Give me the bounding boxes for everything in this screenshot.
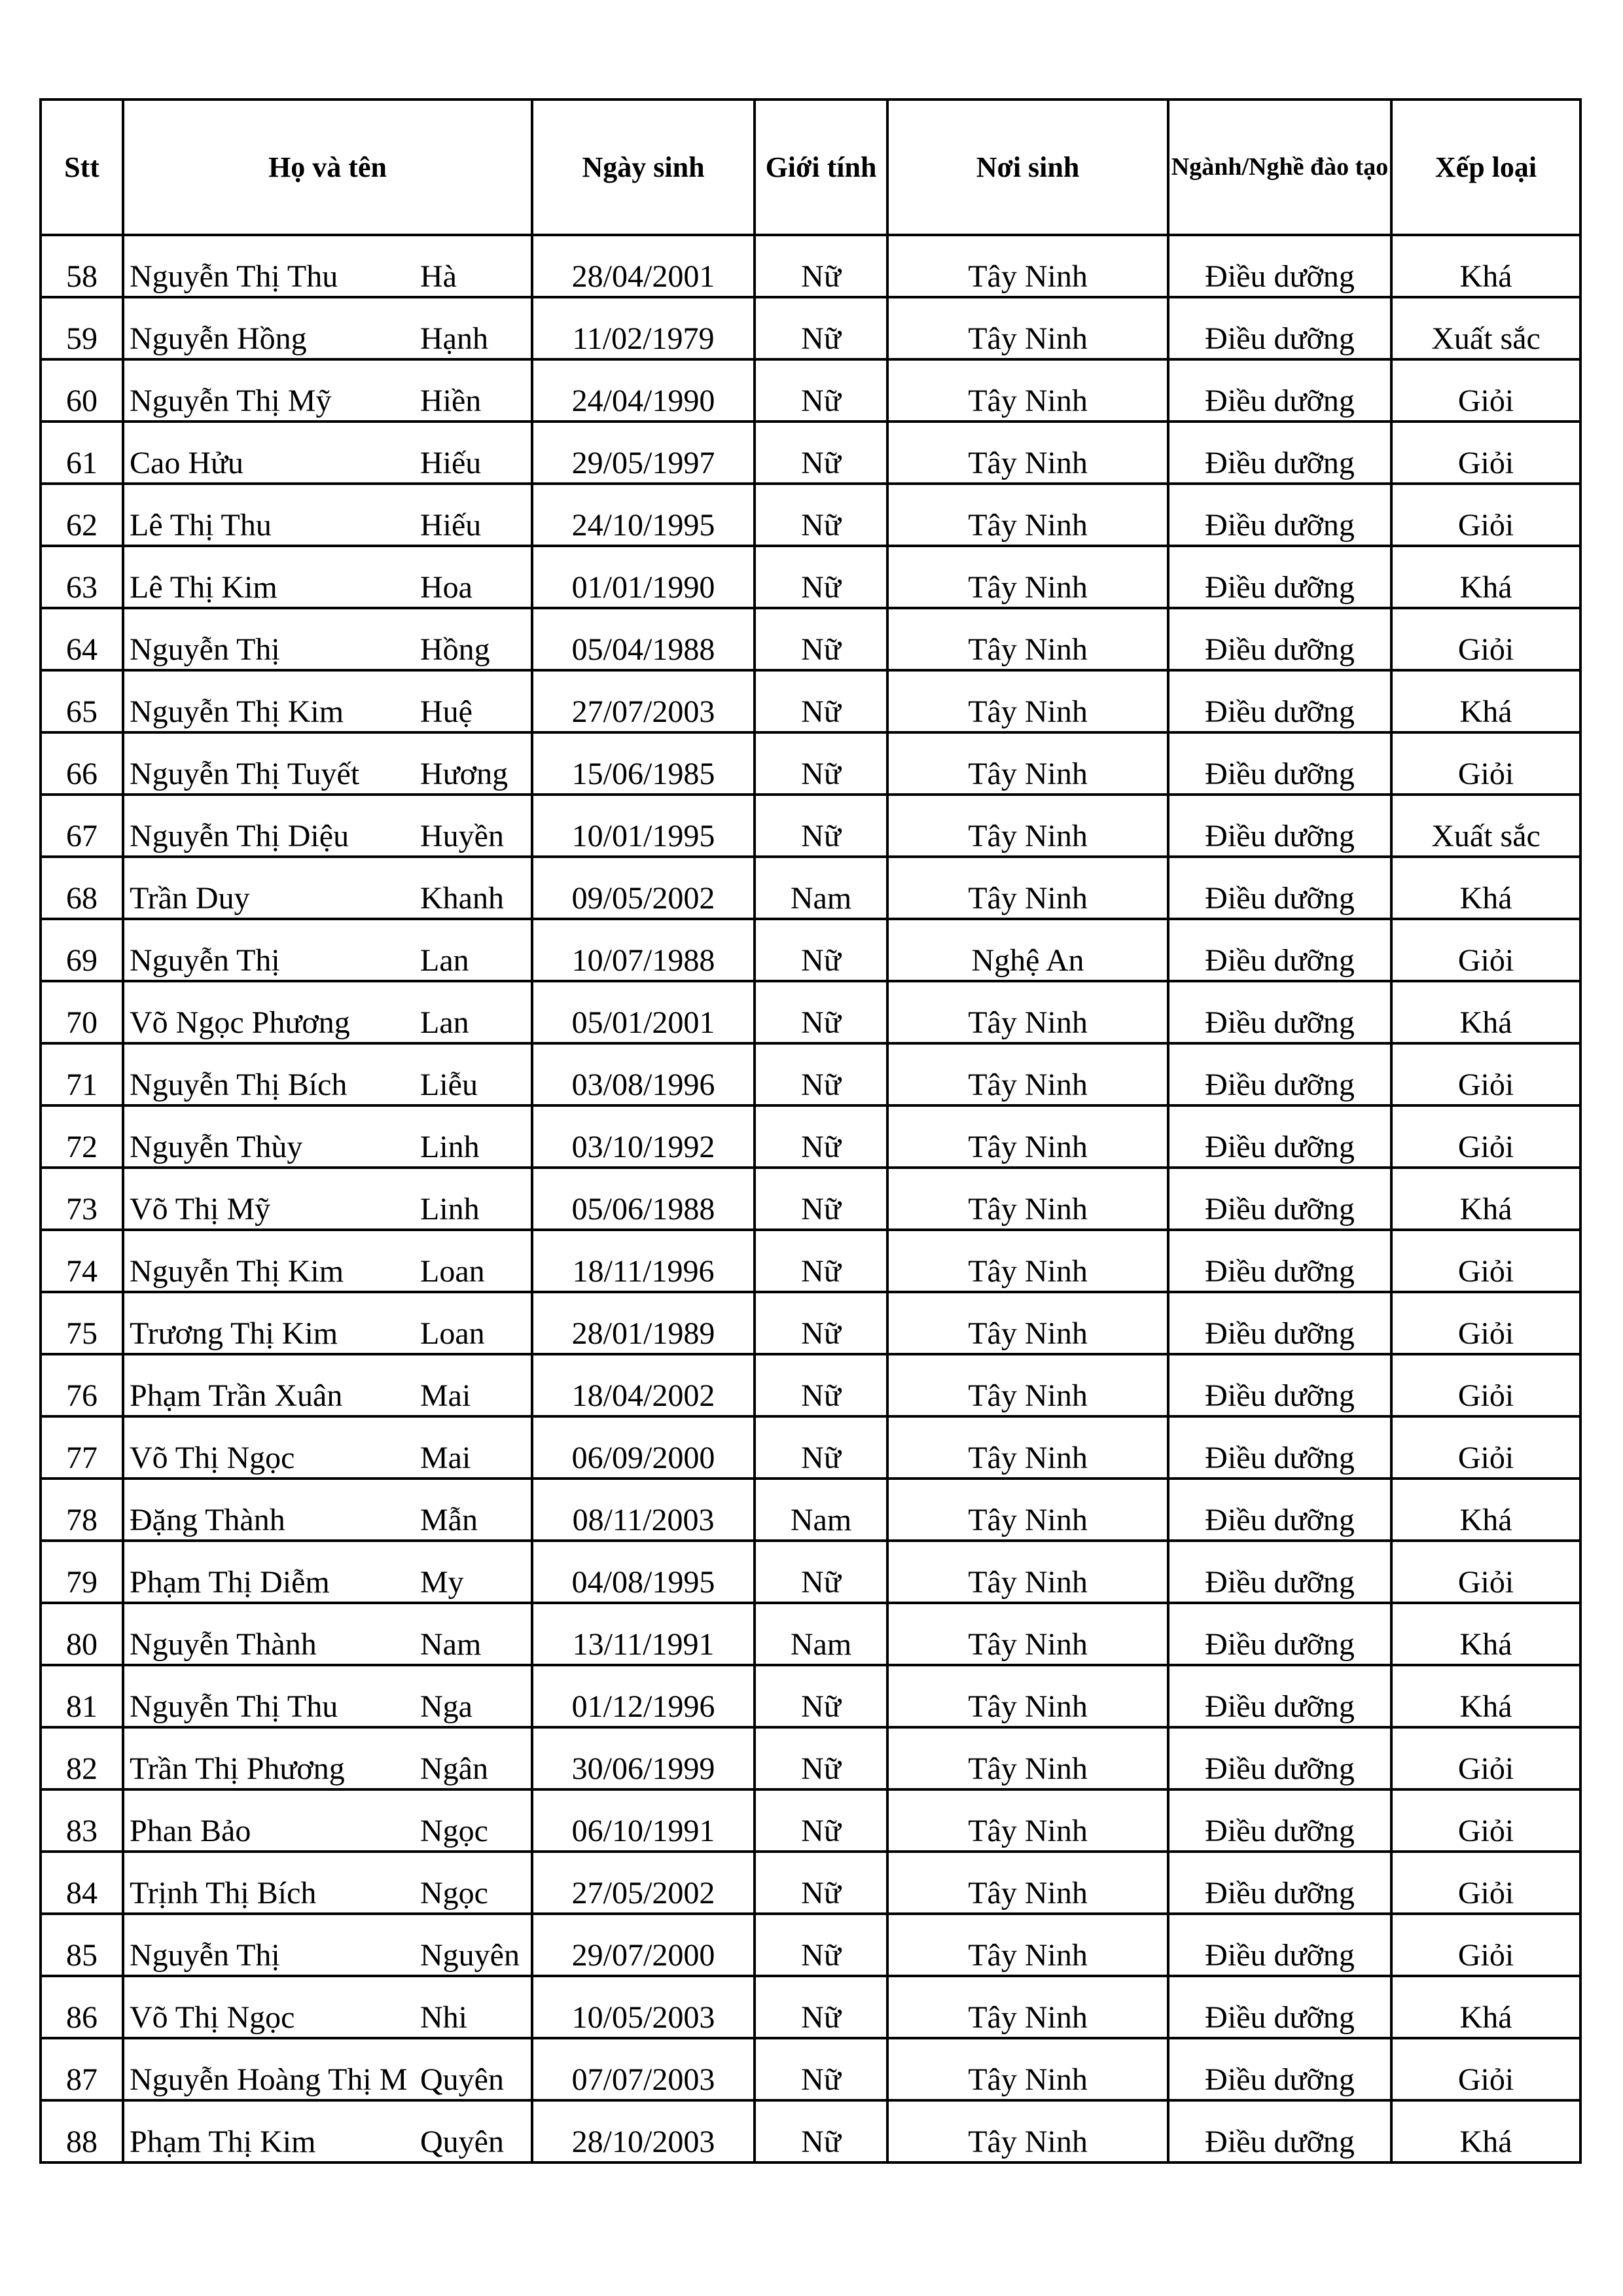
cell-nganh-nghe: Điều dưỡng: [1168, 795, 1391, 857]
cell-noi-sinh: Tây Ninh: [887, 732, 1168, 795]
cell-ngay-sinh: 27/07/2003: [532, 670, 755, 732]
cell-xep-loai: Giỏi: [1391, 1230, 1580, 1292]
cell-xep-loai: Giỏi: [1391, 422, 1580, 484]
cell-ten: Loan: [418, 1292, 532, 1354]
header-noi-sinh: Nơi sinh: [887, 99, 1168, 235]
cell-ngay-sinh: 01/12/1996: [532, 1665, 755, 1727]
cell-stt: 77: [41, 1416, 123, 1479]
cell-nganh-nghe: Điều dưỡng: [1168, 919, 1391, 981]
cell-ten: Nam: [418, 1603, 532, 1665]
cell-gioi-tinh: Nữ: [755, 235, 887, 297]
cell-noi-sinh: Tây Ninh: [887, 1416, 1168, 1479]
cell-gioi-tinh: Nữ: [755, 732, 887, 795]
cell-noi-sinh: Tây Ninh: [887, 297, 1168, 359]
cell-noi-sinh: Tây Ninh: [887, 1789, 1168, 1852]
cell-stt: 62: [41, 484, 123, 546]
cell-stt: 72: [41, 1105, 123, 1168]
table-row: [41, 1976, 1580, 2038]
cell-noi-sinh: Tây Ninh: [887, 1603, 1168, 1665]
cell-ngay-sinh: 24/10/1995: [532, 484, 755, 546]
cell-xep-loai: Khá: [1391, 1976, 1580, 2038]
cell-stt: 67: [41, 795, 123, 857]
cell-ngay-sinh: 10/01/1995: [532, 795, 755, 857]
cell-ten: Quyên: [418, 2100, 532, 2162]
cell-nganh-nghe: Điều dưỡng: [1168, 1789, 1391, 1852]
cell-ho-dem: Nguyễn Thị Bích: [123, 1043, 418, 1105]
cell-ho-dem: Nguyễn Hoàng Thị M: [123, 2038, 418, 2100]
cell-xep-loai: Xuất sắc: [1391, 297, 1580, 359]
cell-ngay-sinh: 13/11/1991: [532, 1603, 755, 1665]
cell-ten: Huyền: [418, 795, 532, 857]
cell-nganh-nghe: Điều dưỡng: [1168, 484, 1391, 546]
cell-noi-sinh: Tây Ninh: [887, 359, 1168, 422]
cell-nganh-nghe: Điều dưỡng: [1168, 1727, 1391, 1789]
cell-xep-loai: Giỏi: [1391, 1354, 1580, 1416]
cell-ho-dem: Nguyễn Thị Mỹ: [123, 359, 418, 422]
cell-nganh-nghe: Điều dưỡng: [1168, 732, 1391, 795]
header-nganh-nghe: Ngành/Nghề đào tạo: [1168, 99, 1391, 235]
cell-stt: 82: [41, 1727, 123, 1789]
cell-ten: Liễu: [418, 1043, 532, 1105]
cell-xep-loai: Giỏi: [1391, 1105, 1580, 1168]
cell-ho-dem: Nguyễn Hồng: [123, 297, 418, 359]
cell-nganh-nghe: Điều dưỡng: [1168, 1105, 1391, 1168]
cell-xep-loai: Giỏi: [1391, 1292, 1580, 1354]
cell-ngay-sinh: 09/05/2002: [532, 857, 755, 919]
cell-nganh-nghe: Điều dưỡng: [1168, 1914, 1391, 1976]
cell-gioi-tinh: Nữ: [755, 1230, 887, 1292]
cell-ten: Mẫn: [418, 1479, 532, 1541]
cell-ho-dem: Nguyễn Thị Tuyết: [123, 732, 418, 795]
cell-ten: Hiếu: [418, 422, 532, 484]
cell-gioi-tinh: Nữ: [755, 1541, 887, 1603]
cell-xep-loai: Giỏi: [1391, 1914, 1580, 1976]
cell-ten: Hạnh: [418, 297, 532, 359]
cell-ho-dem: Phạm Thị Diễm: [123, 1541, 418, 1603]
cell-xep-loai: Giỏi: [1391, 1852, 1580, 1914]
cell-nganh-nghe: Điều dưỡng: [1168, 359, 1391, 422]
cell-ho-dem: Cao Hửu: [123, 422, 418, 484]
cell-ho-dem: Trần Thị Phương: [123, 1727, 418, 1789]
cell-ho-dem: Trịnh Thị Bích: [123, 1852, 418, 1914]
cell-nganh-nghe: Điều dưỡng: [1168, 1292, 1391, 1354]
cell-xep-loai: Giỏi: [1391, 919, 1580, 981]
cell-nganh-nghe: Điều dưỡng: [1168, 981, 1391, 1043]
cell-stt: 74: [41, 1230, 123, 1292]
table-body: [41, 235, 1580, 2162]
cell-ho-dem: Lê Thị Thu: [123, 484, 418, 546]
cell-xep-loai: Giỏi: [1391, 2038, 1580, 2100]
cell-nganh-nghe: Điều dưỡng: [1168, 1976, 1391, 2038]
table-row: [41, 1852, 1580, 1914]
cell-gioi-tinh: Nữ: [755, 1168, 887, 1230]
cell-ngay-sinh: 05/04/1988: [532, 608, 755, 670]
table-row: [41, 1230, 1580, 1292]
cell-xep-loai: Giỏi: [1391, 484, 1580, 546]
table-row: [41, 1479, 1580, 1541]
cell-stt: 83: [41, 1789, 123, 1852]
cell-stt: 60: [41, 359, 123, 422]
cell-ten: My: [418, 1541, 532, 1603]
cell-ngay-sinh: 28/01/1989: [532, 1292, 755, 1354]
cell-ho-dem: Nguyễn Thành: [123, 1603, 418, 1665]
cell-ho-dem: Nguyễn Thị: [123, 919, 418, 981]
cell-nganh-nghe: Điều dưỡng: [1168, 1416, 1391, 1479]
cell-nganh-nghe: Điều dưỡng: [1168, 2038, 1391, 2100]
cell-ten: Ngọc: [418, 1789, 532, 1852]
cell-gioi-tinh: Nữ: [755, 1043, 887, 1105]
cell-ho-dem: Nguyễn Thùy: [123, 1105, 418, 1168]
cell-ngay-sinh: 10/05/2003: [532, 1976, 755, 2038]
cell-ten: Mai: [418, 1416, 532, 1479]
cell-nganh-nghe: Điều dưỡng: [1168, 1665, 1391, 1727]
cell-ngay-sinh: 11/02/1979: [532, 297, 755, 359]
cell-ngay-sinh: 03/10/1992: [532, 1105, 755, 1168]
cell-ho-dem: Nguyễn Thị Thu: [123, 1665, 418, 1727]
table-row: [41, 1727, 1580, 1789]
cell-stt: 65: [41, 670, 123, 732]
cell-gioi-tinh: Nữ: [755, 546, 887, 608]
cell-ngay-sinh: 10/07/1988: [532, 919, 755, 981]
table-row: [41, 670, 1580, 732]
cell-noi-sinh: Tây Ninh: [887, 670, 1168, 732]
cell-ho-dem: Phan Bảo: [123, 1789, 418, 1852]
cell-ho-dem: Nguyễn Thị Kim: [123, 670, 418, 732]
cell-noi-sinh: Tây Ninh: [887, 1292, 1168, 1354]
cell-xep-loai: Khá: [1391, 1603, 1580, 1665]
cell-ten: Quyên: [418, 2038, 532, 2100]
cell-ngay-sinh: 06/10/1991: [532, 1789, 755, 1852]
cell-noi-sinh: Tây Ninh: [887, 1479, 1168, 1541]
cell-ho-dem: Võ Thị Ngọc: [123, 1976, 418, 2038]
cell-ngay-sinh: 18/04/2002: [532, 1354, 755, 1416]
cell-noi-sinh: Tây Ninh: [887, 1665, 1168, 1727]
cell-ten: Hoa: [418, 546, 532, 608]
cell-ho-dem: Võ Thị Ngọc: [123, 1416, 418, 1479]
cell-ten: Hà: [418, 235, 532, 297]
table-row: [41, 1043, 1580, 1105]
cell-nganh-nghe: Điều dưỡng: [1168, 1541, 1391, 1603]
cell-stt: 64: [41, 608, 123, 670]
cell-stt: 73: [41, 1168, 123, 1230]
cell-stt: 84: [41, 1852, 123, 1914]
cell-stt: 87: [41, 2038, 123, 2100]
header-ngay-sinh: Ngày sinh: [532, 99, 755, 235]
cell-gioi-tinh: Nữ: [755, 422, 887, 484]
header-ho-ten: Họ và tên: [123, 99, 532, 235]
cell-stt: 85: [41, 1914, 123, 1976]
cell-gioi-tinh: Nữ: [755, 608, 887, 670]
cell-gioi-tinh: Nữ: [755, 1852, 887, 1914]
cell-gioi-tinh: Nữ: [755, 670, 887, 732]
cell-ho-dem: Võ Ngọc Phương: [123, 981, 418, 1043]
cell-nganh-nghe: Điều dưỡng: [1168, 1230, 1391, 1292]
header-xep-loai: Xếp loại: [1391, 99, 1580, 235]
cell-stt: 76: [41, 1354, 123, 1416]
cell-ho-dem: Trương Thị Kim: [123, 1292, 418, 1354]
cell-xep-loai: Khá: [1391, 1479, 1580, 1541]
cell-ho-dem: Nguyễn Thị Thu: [123, 235, 418, 297]
cell-ngay-sinh: 27/05/2002: [532, 1852, 755, 1914]
cell-xep-loai: Giỏi: [1391, 359, 1580, 422]
cell-nganh-nghe: Điều dưỡng: [1168, 608, 1391, 670]
cell-ho-dem: Nguyễn Thị Kim: [123, 1230, 418, 1292]
cell-stt: 63: [41, 546, 123, 608]
cell-gioi-tinh: Nữ: [755, 1105, 887, 1168]
cell-gioi-tinh: Nữ: [755, 919, 887, 981]
cell-gioi-tinh: Nữ: [755, 1665, 887, 1727]
table-row: [41, 732, 1580, 795]
cell-xep-loai: Khá: [1391, 857, 1580, 919]
table-row: [41, 1665, 1580, 1727]
table-row: [41, 1541, 1580, 1603]
cell-xep-loai: Xuất sắc: [1391, 795, 1580, 857]
cell-ten: Nhi: [418, 1976, 532, 2038]
cell-stt: 79: [41, 1541, 123, 1603]
table-row: [41, 1914, 1580, 1976]
cell-ten: Ngọc: [418, 1852, 532, 1914]
cell-gioi-tinh: Nữ: [755, 2100, 887, 2162]
table-row: [41, 1354, 1580, 1416]
cell-gioi-tinh: Nữ: [755, 1976, 887, 2038]
table-row: [41, 1105, 1580, 1168]
cell-xep-loai: Giỏi: [1391, 732, 1580, 795]
cell-ten: Khanh: [418, 857, 532, 919]
cell-xep-loai: Giỏi: [1391, 1416, 1580, 1479]
cell-gioi-tinh: Nữ: [755, 1354, 887, 1416]
cell-ten: Lan: [418, 981, 532, 1043]
cell-nganh-nghe: Điều dưỡng: [1168, 1603, 1391, 1665]
table-row: [41, 1292, 1580, 1354]
cell-stt: 70: [41, 981, 123, 1043]
cell-stt: 68: [41, 857, 123, 919]
cell-stt: 59: [41, 297, 123, 359]
cell-xep-loai: Giỏi: [1391, 608, 1580, 670]
cell-noi-sinh: Tây Ninh: [887, 1230, 1168, 1292]
cell-stt: 58: [41, 235, 123, 297]
cell-xep-loai: Khá: [1391, 1168, 1580, 1230]
cell-gioi-tinh: Nữ: [755, 1292, 887, 1354]
cell-ten: Huệ: [418, 670, 532, 732]
cell-nganh-nghe: Điều dưỡng: [1168, 297, 1391, 359]
table-row: [41, 2100, 1580, 2162]
cell-noi-sinh: Tây Ninh: [887, 1354, 1168, 1416]
cell-xep-loai: Giỏi: [1391, 1043, 1580, 1105]
cell-ten: Ngân: [418, 1727, 532, 1789]
cell-ten: Hiền: [418, 359, 532, 422]
table-row: [41, 795, 1580, 857]
table-row: [41, 981, 1580, 1043]
cell-nganh-nghe: Điều dưỡng: [1168, 1043, 1391, 1105]
cell-xep-loai: Khá: [1391, 546, 1580, 608]
cell-nganh-nghe: Điều dưỡng: [1168, 235, 1391, 297]
cell-nganh-nghe: Điều dưỡng: [1168, 1479, 1391, 1541]
cell-ngay-sinh: 29/05/1997: [532, 422, 755, 484]
cell-gioi-tinh: Nữ: [755, 484, 887, 546]
header-gioi-tinh: Giới tính: [755, 99, 887, 235]
cell-gioi-tinh: Nam: [755, 857, 887, 919]
table-row: [41, 546, 1580, 608]
table-header: [41, 99, 1580, 235]
cell-xep-loai: Khá: [1391, 981, 1580, 1043]
cell-ten: Hương: [418, 732, 532, 795]
cell-ho-dem: Nguyễn Thị: [123, 608, 418, 670]
cell-ho-dem: Nguyễn Thị: [123, 1914, 418, 1976]
cell-ten: Loan: [418, 1230, 532, 1292]
cell-gioi-tinh: Nữ: [755, 359, 887, 422]
cell-ten: Hiếu: [418, 484, 532, 546]
cell-nganh-nghe: Điều dưỡng: [1168, 1354, 1391, 1416]
cell-xep-loai: Khá: [1391, 670, 1580, 732]
cell-noi-sinh: Tây Ninh: [887, 2100, 1168, 2162]
cell-xep-loai: Giỏi: [1391, 1727, 1580, 1789]
table-row: [41, 1603, 1580, 1665]
table-row: [41, 1416, 1580, 1479]
cell-gioi-tinh: Nữ: [755, 1914, 887, 1976]
header-row: [41, 99, 1580, 235]
table-row: [41, 359, 1580, 422]
cell-xep-loai: Giỏi: [1391, 1541, 1580, 1603]
cell-gioi-tinh: Nữ: [755, 1789, 887, 1852]
cell-gioi-tinh: Nữ: [755, 1416, 887, 1479]
cell-ho-dem: Đặng Thành: [123, 1479, 418, 1541]
cell-stt: 71: [41, 1043, 123, 1105]
cell-noi-sinh: Tây Ninh: [887, 857, 1168, 919]
cell-nganh-nghe: Điều dưỡng: [1168, 670, 1391, 732]
student-list-table: [39, 98, 1582, 2164]
cell-stt: 75: [41, 1292, 123, 1354]
cell-noi-sinh: Tây Ninh: [887, 2038, 1168, 2100]
cell-ten: Hồng: [418, 608, 532, 670]
cell-noi-sinh: Nghệ An: [887, 919, 1168, 981]
table-row: [41, 608, 1580, 670]
cell-ngay-sinh: 18/11/1996: [532, 1230, 755, 1292]
cell-stt: 80: [41, 1603, 123, 1665]
cell-ho-dem: Trần Duy: [123, 857, 418, 919]
cell-ho-dem: Nguyễn Thị Diệu: [123, 795, 418, 857]
cell-ten: Nga: [418, 1665, 532, 1727]
cell-ngay-sinh: 01/01/1990: [532, 546, 755, 608]
cell-xep-loai: Khá: [1391, 2100, 1580, 2162]
cell-gioi-tinh: Nữ: [755, 297, 887, 359]
cell-stt: 81: [41, 1665, 123, 1727]
cell-ten: Linh: [418, 1168, 532, 1230]
cell-noi-sinh: Tây Ninh: [887, 608, 1168, 670]
cell-noi-sinh: Tây Ninh: [887, 1541, 1168, 1603]
cell-gioi-tinh: Nữ: [755, 2038, 887, 2100]
cell-ngay-sinh: 07/07/2003: [532, 2038, 755, 2100]
cell-noi-sinh: Tây Ninh: [887, 546, 1168, 608]
cell-nganh-nghe: Điều dưỡng: [1168, 857, 1391, 919]
cell-ngay-sinh: 15/06/1985: [532, 732, 755, 795]
cell-nganh-nghe: Điều dưỡng: [1168, 422, 1391, 484]
cell-ho-dem: Lê Thị Kim: [123, 546, 418, 608]
cell-ngay-sinh: 05/06/1988: [532, 1168, 755, 1230]
cell-noi-sinh: Tây Ninh: [887, 422, 1168, 484]
cell-ngay-sinh: 04/08/1995: [532, 1541, 755, 1603]
cell-noi-sinh: Tây Ninh: [887, 1914, 1168, 1976]
cell-noi-sinh: Tây Ninh: [887, 795, 1168, 857]
cell-ten: Nguyên: [418, 1914, 532, 1976]
cell-noi-sinh: Tây Ninh: [887, 1727, 1168, 1789]
cell-gioi-tinh: Nam: [755, 1479, 887, 1541]
table-row: [41, 2038, 1580, 2100]
table-row: [41, 422, 1580, 484]
cell-stt: 88: [41, 2100, 123, 2162]
cell-gioi-tinh: Nữ: [755, 795, 887, 857]
cell-gioi-tinh: Nam: [755, 1603, 887, 1665]
cell-stt: 78: [41, 1479, 123, 1541]
cell-ten: Lan: [418, 919, 532, 981]
table-row: [41, 235, 1580, 297]
cell-stt: 61: [41, 422, 123, 484]
cell-ngay-sinh: 30/06/1999: [532, 1727, 755, 1789]
cell-nganh-nghe: Điều dưỡng: [1168, 1168, 1391, 1230]
cell-ho-dem: Phạm Trần Xuân: [123, 1354, 418, 1416]
cell-noi-sinh: Tây Ninh: [887, 1976, 1168, 2038]
cell-ngay-sinh: 28/10/2003: [532, 2100, 755, 2162]
table-row: [41, 484, 1580, 546]
table-row: [41, 1168, 1580, 1230]
cell-nganh-nghe: Điều dưỡng: [1168, 2100, 1391, 2162]
table-row: [41, 1789, 1580, 1852]
cell-ngay-sinh: 03/08/1996: [532, 1043, 755, 1105]
cell-noi-sinh: Tây Ninh: [887, 1168, 1168, 1230]
cell-noi-sinh: Tây Ninh: [887, 1043, 1168, 1105]
cell-noi-sinh: Tây Ninh: [887, 235, 1168, 297]
table-row: [41, 297, 1580, 359]
table-row: [41, 857, 1580, 919]
cell-xep-loai: Khá: [1391, 1665, 1580, 1727]
header-stt: Stt: [41, 99, 123, 235]
cell-ho-dem: Võ Thị Mỹ: [123, 1168, 418, 1230]
cell-nganh-nghe: Điều dưỡng: [1168, 1852, 1391, 1914]
cell-gioi-tinh: Nữ: [755, 1727, 887, 1789]
cell-noi-sinh: Tây Ninh: [887, 1105, 1168, 1168]
cell-stt: 86: [41, 1976, 123, 2038]
cell-ngay-sinh: 29/07/2000: [532, 1914, 755, 1976]
cell-noi-sinh: Tây Ninh: [887, 484, 1168, 546]
cell-ten: Linh: [418, 1105, 532, 1168]
cell-ngay-sinh: 05/01/2001: [532, 981, 755, 1043]
cell-xep-loai: Giỏi: [1391, 1789, 1580, 1852]
cell-ngay-sinh: 06/09/2000: [532, 1416, 755, 1479]
cell-xep-loai: Khá: [1391, 235, 1580, 297]
cell-stt: 69: [41, 919, 123, 981]
cell-ngay-sinh: 28/04/2001: [532, 235, 755, 297]
cell-noi-sinh: Tây Ninh: [887, 1852, 1168, 1914]
cell-ho-dem: Phạm Thị Kim: [123, 2100, 418, 2162]
cell-noi-sinh: Tây Ninh: [887, 981, 1168, 1043]
cell-ngay-sinh: 24/04/1990: [532, 359, 755, 422]
table-row: [41, 919, 1580, 981]
cell-nganh-nghe: Điều dưỡng: [1168, 546, 1391, 608]
cell-ten: Mai: [418, 1354, 532, 1416]
cell-stt: 66: [41, 732, 123, 795]
cell-ngay-sinh: 08/11/2003: [532, 1479, 755, 1541]
cell-gioi-tinh: Nữ: [755, 981, 887, 1043]
